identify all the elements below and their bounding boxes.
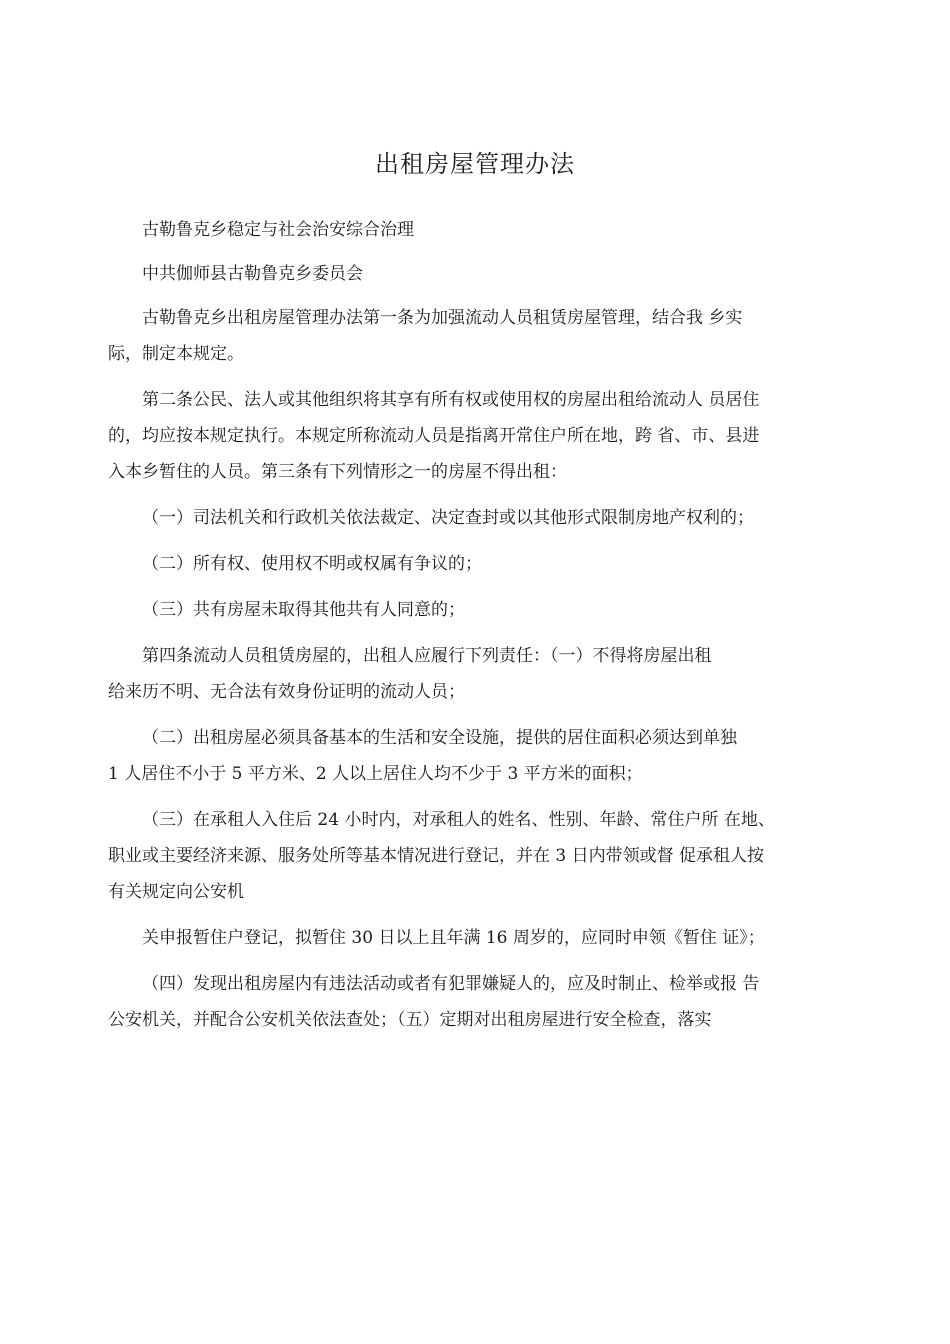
text-line: （二）所有权、使用权不明或权属有争议的； (142, 554, 482, 574)
text-line: 古勒鲁克乡稳定与社会治安综合治理 (142, 220, 414, 240)
text-line: 给来历不明、无合法有效身份证明的流动人员； (108, 682, 465, 702)
text-line: 的，均应按本规定执行。本规定所称流动人员是指离开常住户所在地，跨 省、市、县进 (108, 426, 760, 446)
text-line: 际，制定本规定。 (108, 344, 244, 364)
text-line: （三）在承租人入住后 24 小时内，对承租人的姓名、性别、年龄、常住户所 在地、 (142, 810, 775, 830)
text-line: 古勒鲁克乡出租房屋管理办法第一条为加强流动人员租赁房屋管理，结合我 乡实 (142, 308, 743, 328)
text-line: （一）司法机关和行政机关依法裁定、决定查封或以其他形式限制房地产权利的； (142, 508, 754, 528)
text-line: 中共伽师县古勒鲁克乡委员会 (142, 264, 363, 284)
text-line: （二）出租房屋必须具备基本的生活和安全设施，提供的居住面积必须达到单独 (142, 728, 737, 748)
text-line: 第四条流动人员租赁房屋的，出租人应履行下列责任：（一）不得将房屋出租 (142, 646, 712, 666)
text-line: 职业或主要经济来源、服务处所等基本情况进行登记，并在 3 日内带领或督 促承租人按 (108, 846, 765, 866)
text-line: （三）共有房屋未取得其他共有人同意的； (142, 600, 465, 620)
document-body (108, 212, 852, 1038)
text-line: 关申报暂住户登记，拟暂住 30 日以上且年满 16 周岁的，应同时申领《暂住 证》； (142, 928, 765, 948)
document-title: 出租房屋管理办法 (375, 150, 575, 178)
text-line: 入本乡暂住的人员。第三条有下列情形之一的房屋不得出租： (108, 462, 567, 482)
text-line: 1 人居住不小于 5 平方米、2 人以上居住人均不少于 3 平方米的面积； (108, 764, 643, 784)
text-line: 公安机关，并配合公安机关依法查处；（五）定期对出租房屋进行安全检查，落实 (108, 1010, 712, 1030)
text-line: 有关规定向公安机 (108, 882, 244, 902)
text-line: 第二条公民、法人或其他组织将其享有所有权或使用权的房屋出租给流动人 员居住 (142, 390, 760, 410)
text-line: （四）发现出租房屋内有违法活动或者有犯罪嫌疑人的，应及时制止、检举或报 告 (142, 974, 760, 994)
